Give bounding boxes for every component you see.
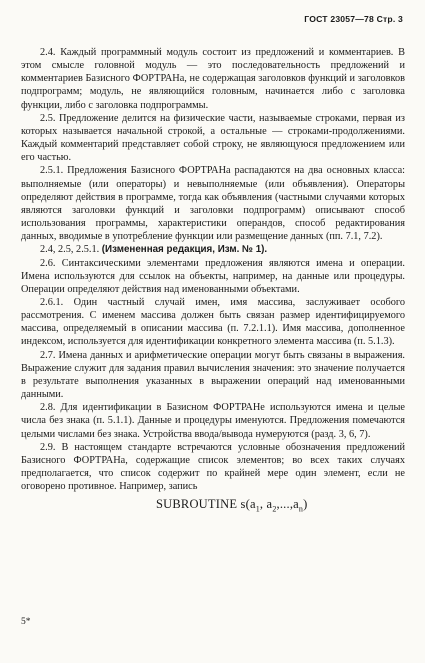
paragraph-2-9: 2.9. В настоящем стандарте встречаются условные обозначения предложений Базисного ФОРТРАНа, содержащие список элементов; во всех таких случаях предполагается, что список содержит по крайней мере один элемент, если не оговорено противное. Например, запись — [21, 441, 405, 493]
formula-open: (a — [245, 497, 256, 512]
formula-name: s — [240, 497, 246, 512]
document-body — [21, 46, 405, 516]
page-header: ГОСТ 23057—78 Стр. 3 — [304, 14, 403, 24]
paragraph-2-4: 2.4. Каждый программный модуль состоит из предложений и комментариев. В этом смысле головной модуль — это последовательность предложений и комментариев Базисного ФОРТРАНа, не содержащая заголовков функций и заголовков подпрограмм; модуль, не являющийся головным, начинается либо с заголовка функции, либо с заголовка подпрограммы. — [21, 47, 405, 111]
formula-close: ) — [303, 497, 308, 512]
paragraph-edit-note — [21, 243, 405, 256]
formula-sub-2: 2 — [272, 504, 277, 514]
paragraph-2-7: 2.7. Имена данных и арифметические операции могут быть связаны в выражения. Выражение служит для задания правил вычисления значения: это значение получается в результате выполнения указанных в выражении операций над именованными данными. — [21, 349, 405, 401]
paragraph-2-6: 2.6. Синтаксическими элементами предложения являются имена и операции. Имена используются для ссылок на объекты, например, на данные или процедуры. Операции определяют действия над именованными объектами. — [21, 257, 405, 295]
formula-sep-2: ,...,a — [276, 497, 299, 512]
edit-note-refs: 2.4, 2.5, 2.5.1. — [40, 244, 102, 256]
edit-note-label: (Измененная редакция, Изм. № 1). — [101, 244, 268, 256]
formula-sub-1: 1 — [255, 504, 260, 514]
paragraph-2-5-1: 2.5.1. Предложения Базисного ФОРТРАНа распадаются на два основных класса: выполняемые (или операторы) и невыполняемые (или объявления). Операторы определяют действия в программе, тогда как объявления (частными случаями которых являются заголовки функций и заголовки подпрограмм) описывают способ использования программы, характеристики операндов, способ редактирования данных, вводимые в употребление функции или размещение данных (пп. 7.1, 7.2). — [21, 165, 405, 243]
signature-mark: 5* — [21, 617, 31, 627]
paragraph-2-6-1: 2.6.1. Один частный случай имен, имя массива, заслуживает особого рассмотрения. С именем массива должен быть связан размер идентифицируемого массива, определяемый в описании массива (п. 7.2.1.1). Имя массива, дополненное индексом, используется для идентификации конкретного элемента массива (п. 5.1.3). — [21, 296, 405, 348]
formula-sep-1: , a — [259, 497, 273, 512]
subroutine-formula — [21, 498, 405, 516]
paragraph-2-8: 2.8. Для идентификации в Базисном ФОРТРАНе используются имена и целые числа без знака (п. 5.1.1). Данные и процедуры именуются. Предложения помечаются целыми числами без знака. Устройства ввода/вывода нумеруются (разд. 3, 6, 7). — [21, 402, 405, 440]
paragraph-2-5: 2.5. Предложение делится на физические части, называемые строками, первая из которых называется начальной строкой, а остальные — строками-продолжениями. Каждый комментарий представляет собой строку, не являющуюся предложением или его частью. — [21, 112, 405, 164]
formula-keyword: SUBROUTINE — [156, 497, 238, 512]
formula-sub-n: n — [298, 504, 304, 514]
